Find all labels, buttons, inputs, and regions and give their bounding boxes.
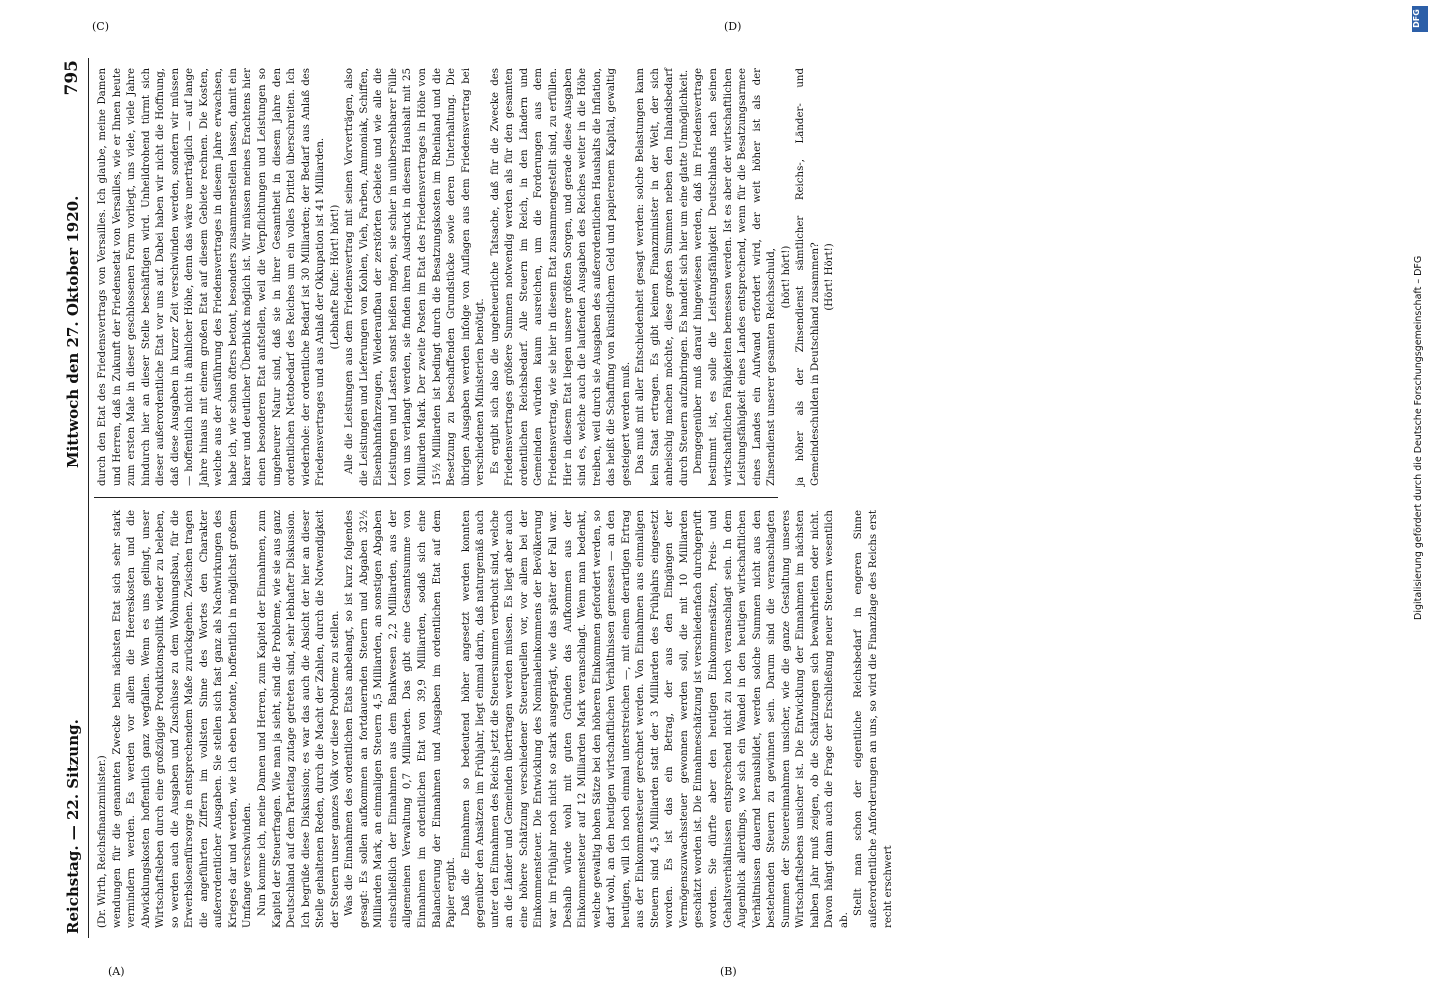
left-column [96,510,894,928]
right-column [96,68,836,486]
paragraph: Was die Einnahmen des ordentlichen Etats anbelangt, so ist kurz folgendes gesagt: Es sollen aufkommen an fortdauernden Steuern und Abgaben 32½ Milliarden Mark, an einmaligen Steuern 4,5 Milliarden, an sonstigen Abgaben einschließlich der Einnahmen aus dem Bankwesen 2,2 Milliarden, aus der allgemeinen Verwaltung 0,7 Milliarden. Das gibt eine Gesamtsumme von Einnahmen im ordentlichen Etat von 39,9 Milliarden, sodaß sich eine Balancierung der Einnahmen und Ausgaben im ordentlichen Etat auf dem Papier ergibt. [344,510,458,928]
column-divider [94,497,778,498]
paragraph: Es ergibt sich also die ungeheuerliche Tatsache, daß für die Zwecke des Friedensvertrages größere Summen notwendig werden als für den gesamten ordentlichen Reichsbedarf. Alle Steuern im Reich, in den Ländern und Gemeinden würden kaum ausreichen, um die Forderungen aus dem Friedensvertrag, wie sie hier in diesem Etat zusammengestellt sind, zu erfüllen. Hier in diesem Etat liegen unsere größten Sorgen, und gerade diese Ausgaben sind es, welche auch die laufenden Ausgaben des Reiches weiter in die Höhe treiben, weil durch sie Ausgaben des außerordentlichen Haushalts die Inflation, das heißt die Schaffung von künstlichem Geld und papierenem Kapital, gewaltig gesteigert werden muß. [489,68,632,486]
digitization-credit [1408,40,1430,620]
page-number: 795 [62,60,82,96]
paragraph: wendungen für die genannten Zwecke beim nächsten Etat sich sehr stark vermindern werden. Es werden vor allem die Heereskosten und die Abwicklungskosten hoffentlich ganz wegfallen. Wenn es uns gelingt, unser Wirtschaftsleben durch eine großzügige Produktionspolitik wieder zu beleben, so werden auch die Ausgaben und Zuschüsse zu dem Wohnungsbau, für die Erwerbslosenfürsorge in entsprechendem Maße zurückgehen. Zwischen tragen die angeführten Ziffern im vollsten Sinne des Wortes den Charakter außerordentlicher Ausgaben. Sie stellen sich fast ganz als Nachwirkungen des Krieges dar und werden, wie ich eben betonte, hoffentlich in möglichst großem Umfange verschwinden. [111,510,254,928]
page-content [58,58,894,938]
paragraph: durch den Etat des Friedensvertrags von Versailles. Ich glaube, meine Damen und Herren, daß in Zukunft der Friedensetat von Versailles, wie er Ihnen heute zum ersten Male in dieser geschlossenen Form vorliegt, uns viele, viele Jahre hindurch hier an dieser Stelle beschäftigen wird. Unheildrohend türmt sich dieser außerordentliche Etat vor uns auf. Dabei haben wir nicht die Hoffnung, daß diese Ausgaben in kurzer Zeit verschwinden werden, sondern wir müssen — hoffentlich nicht in ähnlicher Höhe, denn das wäre unerträglich — auf lange Jahre hinaus mit einem großen Etat auf diesem Gebiete rechnen. Die Kosten, welche aus der Ausführung des Friedensvertrages in diesem Jahre erwachsen, habe ich, wie schon öfters betont, besonders zusammenstellen lassen, damit ein klarer und deutlicher Überblick möglich ist. Wir müssen meines Erachtens hier einen besonderen Etat aufstellen, weil die Verpflichtungen und Leistungen so ungeheurer Natur sind, daß sie in ihrer Gesamtheit in diesem Jahre den ordentlichen Nettobedarf des Reiches um ein volles Drittel überschreiten. Ich wiederhole: der ordentliche Bedarf ist 30 Milliarden; der Bedarf aus Anlaß des Friedensvertrages und aus Anlaß der Okkupation ist 41 Milliarden. [97,68,327,486]
header-session: Reichstag. — 22. Sitzung. [64,719,82,934]
margin-letter-c: (C) [92,20,109,33]
rotated-page [58,58,894,938]
header-date: Mittwoch den 27. Oktober 1920. [64,195,82,468]
speaker-line: (Dr. Wirth, Reichsfinanzminister.) [97,755,108,928]
paragraph: Alle die Leistungen aus dem Friedensvertrag mit seinen Vorverträgen, also die Leistungen und Lieferungen von Kohlen, Vieh, Farben, Ammoniak, Schiffen, Eisenbahnfahrzeugen, Wiederaufbau der zerstörten Gebiete und wie alle die Leistungen und Lasten sonst heißen mögen, sie schier in unübersehbarer Fülle von uns verlangt werden, sie finden ihren Ausdruck in diesem Haushalt mit 25 Milliarden Mark. Der zweite Posten im Etat des Friedensvertrages in Höhe von 15½ Milliarden ist bedingt durch die Besatzungskosten im Rheinland und die Besetzung zu beschaffenden Grundstücke sowie deren Unterhaltung. Die übrigen Ausgaben werden infolge von Auflagen aus dem Friedensvertrag bei verschiedenen Ministerien benötigt. [344,68,487,486]
paragraph: Demgegenüber muß darauf hingewiesen werden, daß im Friedensvertrage bestimmt ist, es solle die Leistungsfähigkeit Deutschlands nach seinen wirtschaftlichen Fähigkeiten bemessen werden. Ist es aber der wirtschaftlichen Leistungsfähigkeit eines Landes entsprechend, wenn für die Besatzungsarmee eines Landes ein Aufwand erfordert wird, der weit höher ist als der Zinsendienst unserer gesamten Reichsschuld, [693,68,778,486]
dfg-logo: DFG [1412,6,1428,32]
margin-letter-a: (A) [108,965,125,978]
paragraph: Stellt man schon der eigentliche Reichsbedarf in engeren Sinne außerordentliche Anforderungen an uns, so wird die Finanzlage des Reichs erst recht erschwert [853,510,894,928]
page-header [58,58,89,938]
interjection: (Lebhafte Rufe: Hört! hört!) [329,204,341,350]
credit-text: Digitalisierung gefördert durch die Deutsche Forschungsgemeinschaft – DFG [1413,255,1424,620]
paragraph: Das muß mit aller Entschiedenheit gesagt werden: solche Belastungen kann kein Staat ertragen. Es gibt keinen Finanzminister in der Welt, der sich anheischig machen möchte, diese großen Summen neben den Inlandsbedarf durch Steuern aufzubringen. Es handelt sich hier um eine glatte Unmöglichkeit. [635,68,690,486]
paragraph: Nun komme ich, meine Damen und Herren, zum Kapitel der Einnahmen, zum Kapitel der Steuerfragen. Wie man ja sieht, sind die Probleme, wie sie aus ganz Deutschland auf dem Parteitag zutage getreten sind, sehr lebhafter Diskussion. Ich begrüße diese Diskussion; es war das auch die Absicht der hier an dieser Stelle gehaltenen Reden, durch die Macht der Zahlen, durch die Notwendigkeit der Steuern unser ganzes Volk vor diese Probleme zu stellen. [257,510,341,928]
paragraph: ja höher als der Zinsendienst sämtlicher Reichs-, Länder- und Gemeindeschulden in Deutschland zusammen? [795,68,821,486]
interjection: (hört! hört!) [780,245,792,309]
margin-letter-d: (D) [724,20,742,33]
paragraph: Daß die Einnahmen so bedeutend höher angesetzt werden konnten gegenüber den Ansätzen im Frühjahr, liegt einmal darin, daß naturgemäß auch unter den Einnahmen des Reichs jetzt die Steuersummen verbucht sind, welche an die Länder und Gemeinden übertragen werden müssen. Es liegt aber auch eine höhere Schätzung verschiedener Steuerquellen vor, vor allem bei der Einkommensteuer. Die Entwicklung des Nominaleinkommens der Bevölkerung war im Frühjahr noch nicht so stark ausgeprägt, wie das später der Fall war. Deshalb würde wohl mit guten Gründen das Aufkommen aus der Einkommensteuer auf 12 Milliarden Mark veranschlagt. Wenn man bedenkt, welche gewaltig hohen Sätze bei den höheren Einkommen gefordert werden, so darf wohl, an den heutigen wirtschaftlichen Verhältnissen gemessen — an den heutigen, will ich noch einmal unterstreichen —, mit einem derartigen Ertrag aus der Einkommensteuer gerechnet werden. Von Einnahmen aus einmaligen Steuern sind 4,5 Milliarden statt der 3 Milliarden des Frühjahrs eingesetzt worden. Es ist das ein Betrag, der aus den Eingängen der Vermögenszuwachssteuer gewonnen werden soll, die mit 10 Milliarden geschätzt worden ist. Die Einnahmeschätzung ist verschiedenfach durchgeprüft worden. Sie dürfte aber den heutigen Einkommensätzen, Preis- und Gehaltsverhältnissen entsprechend nicht zu hoch veranschlagt sein. In dem Augenblick allerdings, wo sich ein Wandel in den heutigen wirtschaftlichen Verhältnissen dauernd herausbildet, werden solche Summen nicht aus den bestehenden Steuern zu gewinnen sein. Darum sind die veranschlagten Summen der Steuereinnahmen unsicher, wie die ganze Gestaltung unseres Wirtschaftslebens unsicher ist. Die Entwicklung der Einnahmen im nächsten halben Jahr muß zeigen, ob die Schätzungen sich bewahrheiten oder nicht. Davon hängt dann auch die Frage der Erschließung neuer Steuern wesentlich ab. [460,510,850,928]
margin-letter-b: (B) [720,965,737,978]
interjection: (Hört! Hört!) [824,243,836,311]
